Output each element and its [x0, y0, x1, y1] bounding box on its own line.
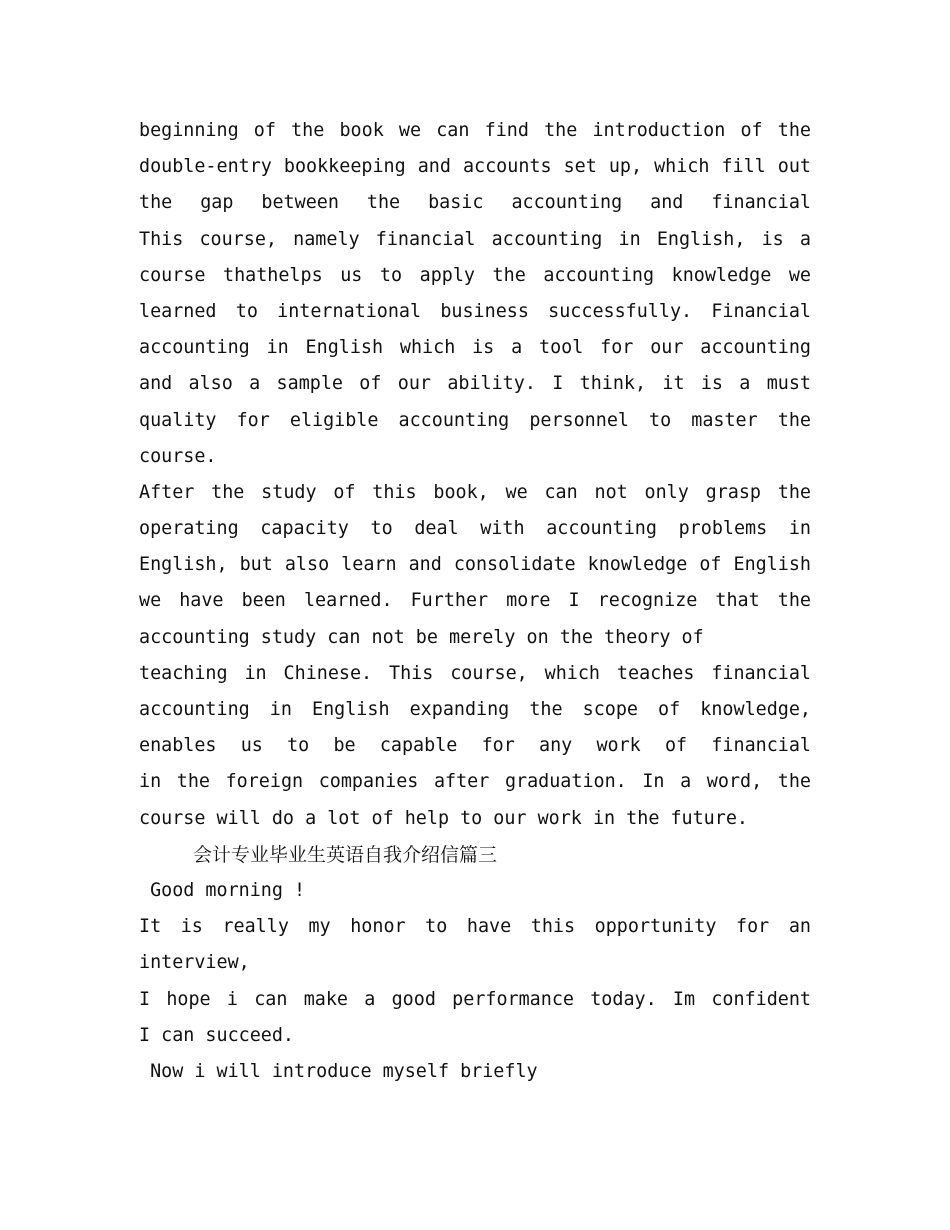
paragraph-line: course thathelps us to apply the accounting knowledge we [139, 264, 811, 286]
paragraph-line: in the foreign companies after graduation. In a word, the [139, 771, 811, 793]
paragraph-line: accounting in English which is a tool for our accounting [139, 337, 811, 359]
paragraph-line: the gap between the basic accounting and financial [139, 192, 811, 214]
document-body [139, 113, 811, 1090]
paragraph-line: This course, namely financial accounting in English, is a [139, 228, 811, 250]
paragraph-line: After the study of this book, we can not only grasp the [139, 481, 811, 503]
paragraph-line: English, but also learn and consolidate knowledge of English [139, 554, 811, 576]
paragraph-line: It is really my honor to have this opportunity for an [139, 916, 811, 938]
paragraph-line: and also a sample of our ability. I think, it is a must [139, 373, 811, 395]
paragraph-line: interview, [139, 952, 250, 974]
paragraph-line: we have been learned. Further more I recognize that the [139, 590, 811, 612]
paragraph-line: accounting study can not be merely on the theory of [139, 626, 704, 648]
paragraph-line: Now i will introduce myself briefly [139, 1060, 538, 1082]
paragraph-line: enables us to be capable for any work of financial [139, 735, 811, 757]
paragraph-line: learned to international business successfully. Financial [139, 300, 811, 322]
paragraph-line: I hope i can make a good performance today. Im confident [139, 988, 811, 1010]
paragraph-line: Good morning ! [139, 879, 306, 901]
paragraph-line: accounting in English expanding the scope of knowledge, [139, 699, 811, 720]
paragraph-line: beginning of the book we can find the introduction of the [139, 120, 811, 141]
paragraph-line: teaching in Chinese. This course, which teaches financial [139, 662, 811, 684]
paragraph-line: I can succeed. [139, 1024, 295, 1046]
paragraph-line: double-entry bookkeeping and accounts set up, which fill out [139, 156, 811, 178]
paragraph-line: course will do a lot of help to our work in the future. [139, 807, 748, 829]
paragraph-line: course. [139, 445, 217, 467]
paragraph-line: quality for eligible accounting personnel to master the [139, 409, 811, 431]
paragraph-line: operating capacity to deal with accounting problems in [139, 518, 811, 540]
section-heading: 会计专业毕业生英语自我介绍信篇三 [193, 843, 498, 866]
